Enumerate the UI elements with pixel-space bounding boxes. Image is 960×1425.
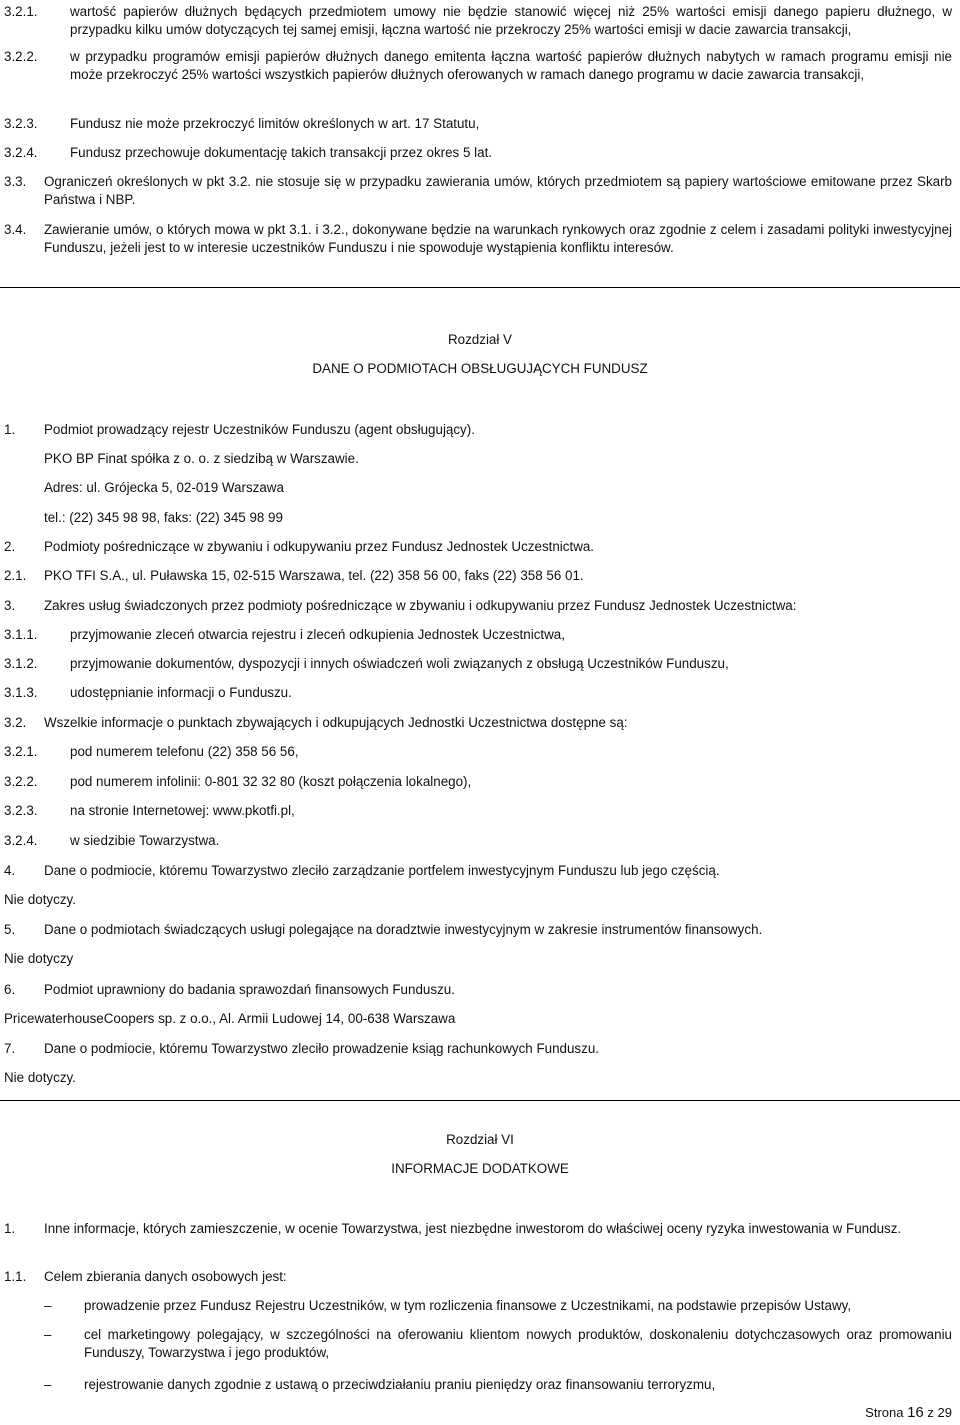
ch6-item-1-1 <box>4 1268 952 1286</box>
item-text: Zakres usług świadczonych przez podmioty pośredniczące w zbywaniu i odkupywaniu przez Fundusz Jednostek Uczestnictwa: <box>44 598 797 613</box>
item-text: Adres: ul. Grójecka 5, 02-019 Warszawa <box>44 480 284 495</box>
item-number: 6. <box>4 982 16 997</box>
item-text: Fundusz nie może przekroczyć limitów określonych w art. 17 Statutu, <box>70 116 480 131</box>
ch5-item-4 <box>4 862 952 880</box>
page-total: 29 <box>937 1405 952 1420</box>
top-item-3-4 <box>4 221 952 256</box>
ch5-item-3 <box>4 597 952 615</box>
item-text: cel marketingowy polegający, w szczególności na oferowaniu klientom nowych produktów, doskonaleniu dotychczasowych oraz promowaniu Funduszy, Towarzystwa i jego produktów, <box>84 1327 952 1360</box>
item-text: Wszelkie informacje o punktach zbywających i odkupujących Jednostki Uczestnictwa dostępne są: <box>44 715 628 730</box>
page-label: Strona <box>865 1405 904 1420</box>
ch5-line-company <box>4 450 952 468</box>
ch5-not-applicable-5: Nie dotyczy <box>4 951 74 966</box>
section-divider <box>0 287 960 288</box>
page-separator: z <box>927 1405 934 1420</box>
ch5-item-3-2-3 <box>4 802 952 820</box>
page-footer <box>865 1404 952 1421</box>
ch5-item-3-2-2 <box>4 773 952 791</box>
item-number: 1. <box>4 422 16 437</box>
ch5-item-1 <box>4 421 952 439</box>
top-item-3-2-4 <box>4 144 952 162</box>
ch5-line-address <box>4 479 952 497</box>
item-number: 3.2.1. <box>4 4 38 19</box>
item-text: tel.: (22) 345 98 98, faks: (22) 345 98 99 <box>44 510 283 525</box>
ch5-item-3-2-1 <box>4 743 952 761</box>
item-number: 3.2.3. <box>4 803 38 818</box>
ch5-item-3-2-4 <box>4 832 952 850</box>
chapter-6-subtitle: INFORMACJE DODATKOWE <box>391 1161 569 1176</box>
item-number: 3.2.2. <box>4 49 38 64</box>
ch5-line-phone <box>4 509 952 527</box>
item-number: 3. <box>4 598 16 613</box>
item-text: w siedzibie Towarzystwa. <box>70 833 220 848</box>
item-number: 7. <box>4 1041 16 1056</box>
item-number: 3.3. <box>4 174 27 189</box>
section-divider <box>0 1100 960 1101</box>
item-text: udostępnianie informacji o Funduszu. <box>70 685 292 700</box>
ch6-bullet-1 <box>4 1297 952 1315</box>
top-item-3-2-3 <box>4 115 952 133</box>
item-text: Podmioty pośredniczące w zbywaniu i odkupywaniu przez Fundusz Jednostek Uczestnictwa. <box>44 539 595 554</box>
top-item-3-2-2 <box>4 48 952 83</box>
item-text: Inne informacje, których zamieszczenie, w ocenie Towarzystwa, jest niezbędne inwestorom do właściwej oceny ryzyka inwestowania w Fundusz. <box>44 1221 902 1236</box>
item-text: PKO TFI S.A., ul. Puławska 15, 02-515 Warszawa, tel. (22) 358 56 00, faks (22) 358 56 01. <box>44 568 584 583</box>
item-text: przyjmowanie zleceń otwarcia rejestru i zleceń odkupienia Jednostek Uczestnictwa, <box>70 627 565 642</box>
item-number: 3.2. <box>4 715 27 730</box>
ch5-item-2-1 <box>4 567 952 585</box>
top-item-3-2-1 <box>4 3 952 38</box>
ch5-item-3-1-2 <box>4 655 952 673</box>
ch6-item-1 <box>4 1220 952 1238</box>
ch5-item-5 <box>4 921 952 939</box>
chapter-6-title: Rozdział VI <box>446 1132 514 1147</box>
item-text: Ograniczeń określonych w pkt 3.2. nie stosuje się w przypadku zawierania umów, których przedmiotem są papiery wartościowe emitowane przez Skarb Państwa i NBP. <box>44 174 952 207</box>
item-number: 3.2.4. <box>4 833 38 848</box>
item-text: pod numerem infolinii: 0-801 32 32 80 (koszt połączenia lokalnego), <box>70 774 472 789</box>
item-text: przyjmowanie dokumentów, dyspozycji i innych oświadczeń woli związanych z obsługą Uczestników Funduszu, <box>70 656 729 671</box>
item-text: Podmiot uprawniony do badania sprawozdań finansowych Funduszu. <box>44 982 455 997</box>
ch6-bullet-3 <box>4 1376 952 1394</box>
ch5-item-3-1-1 <box>4 626 952 644</box>
item-text: pod numerem telefonu (22) 358 56 56, <box>70 744 299 759</box>
item-number: 3.1.2. <box>4 656 38 671</box>
item-text: Dane o podmiocie, któremu Towarzystwo zleciło zarządzanie portfelem inwestycyjnym Funduszu lub jego częścią. <box>44 863 720 878</box>
item-number: 3.2.2. <box>4 774 38 789</box>
ch5-item-2 <box>4 538 952 556</box>
ch5-not-applicable-7: Nie dotyczy. <box>4 1070 76 1085</box>
item-text: Zawieranie umów, o których mowa w pkt 3.1. i 3.2., dokonywane będzie na warunkach rynkowych oraz zgodnie z celem i zasadami polityki inwestycyjnej Funduszu, jeżeli jest to w interesie uczestników Funduszu i nie spowoduje wystąpienia konfliktu interesów. <box>44 222 952 255</box>
dash-bullet: – <box>44 1327 52 1342</box>
top-item-3-3 <box>4 173 952 208</box>
item-number: 2.1. <box>4 568 27 583</box>
item-number: 5. <box>4 922 16 937</box>
item-text: Fundusz przechowuje dokumentację takich transakcji przez okres 5 lat. <box>70 145 493 160</box>
item-text: prowadzenie przez Fundusz Rejestru Uczestników, w tym rozliczenia finansowe z Uczestnikami, na podstawie przepisów Ustawy, <box>84 1298 852 1313</box>
ch5-item-7 <box>4 1040 952 1058</box>
item-text: PKO BP Finat spółka z o. o. z siedzibą w Warszawie. <box>44 451 359 466</box>
dash-bullet: – <box>44 1298 52 1313</box>
item-text: rejestrowanie danych zgodnie z ustawą o przeciwdziałaniu praniu pieniędzy oraz finansowaniu terroryzmu, <box>84 1377 716 1392</box>
ch5-auditor: PricewaterhouseCoopers sp. z o.o., Al. Armii Ludowej 14, 00-638 Warszawa <box>4 1011 456 1026</box>
item-text: wartość papierów dłużnych będących przedmiotem umowy nie będzie stanowić więcej niż 25% wartości emisji danego papieru dłużnego, w przypadku kilku umów dotyczących tej samej emisji, łączna wartość nie przekroczy 25% wartości emisji w dacie zawarcia transakcji, <box>70 4 952 37</box>
item-number: 3.1.3. <box>4 685 38 700</box>
item-number: 3.1.1. <box>4 627 38 642</box>
item-number: 3.4. <box>4 222 27 237</box>
ch5-item-6 <box>4 981 952 999</box>
ch5-item-3-1-3 <box>4 684 952 702</box>
item-text: Podmiot prowadzący rejestr Uczestników Funduszu (agent obsługujący). <box>44 422 475 437</box>
chapter-5-title: Rozdział V <box>447 332 512 347</box>
item-number: 1. <box>4 1221 16 1236</box>
ch5-not-applicable-4: Nie dotyczy. <box>4 892 76 907</box>
item-text: na stronie Internetowej: www.pkotfi.pl, <box>70 803 295 818</box>
item-number: 3.2.1. <box>4 744 38 759</box>
ch5-item-3-2 <box>4 714 952 732</box>
item-number: 1.1. <box>4 1269 27 1284</box>
item-text: Dane o podmiotach świadczących usługi polegające na doradztwie inwestycyjnym w zakresie instrumentów finansowych. <box>44 922 763 937</box>
chapter-5-subtitle: DANE O PODMIOTACH OBSŁUGUJĄCYCH FUNDUSZ <box>312 361 648 376</box>
item-text: Dane o podmiocie, któremu Towarzystwo zleciło prowadzenie ksiąg rachunkowych Funduszu. <box>44 1041 599 1056</box>
dash-bullet: – <box>44 1377 52 1392</box>
item-text: Celem zbierania danych osobowych jest: <box>44 1269 287 1284</box>
item-text: w przypadku programów emisji papierów dłużnych danego emitenta łączna wartość papierów dłużnych nabytych w ramach programu emisji nie może przekroczyć 25% wartości wszystkich papierów dłużnych oferowanych w ramach danego programu w dacie zawarcia transakcji, <box>70 49 952 82</box>
item-number: 2. <box>4 539 16 554</box>
item-number: 4. <box>4 863 16 878</box>
item-number: 3.2.4. <box>4 145 38 160</box>
ch6-bullet-2 <box>4 1326 952 1361</box>
page-number: 16 <box>907 1404 924 1421</box>
item-number: 3.2.3. <box>4 116 38 131</box>
